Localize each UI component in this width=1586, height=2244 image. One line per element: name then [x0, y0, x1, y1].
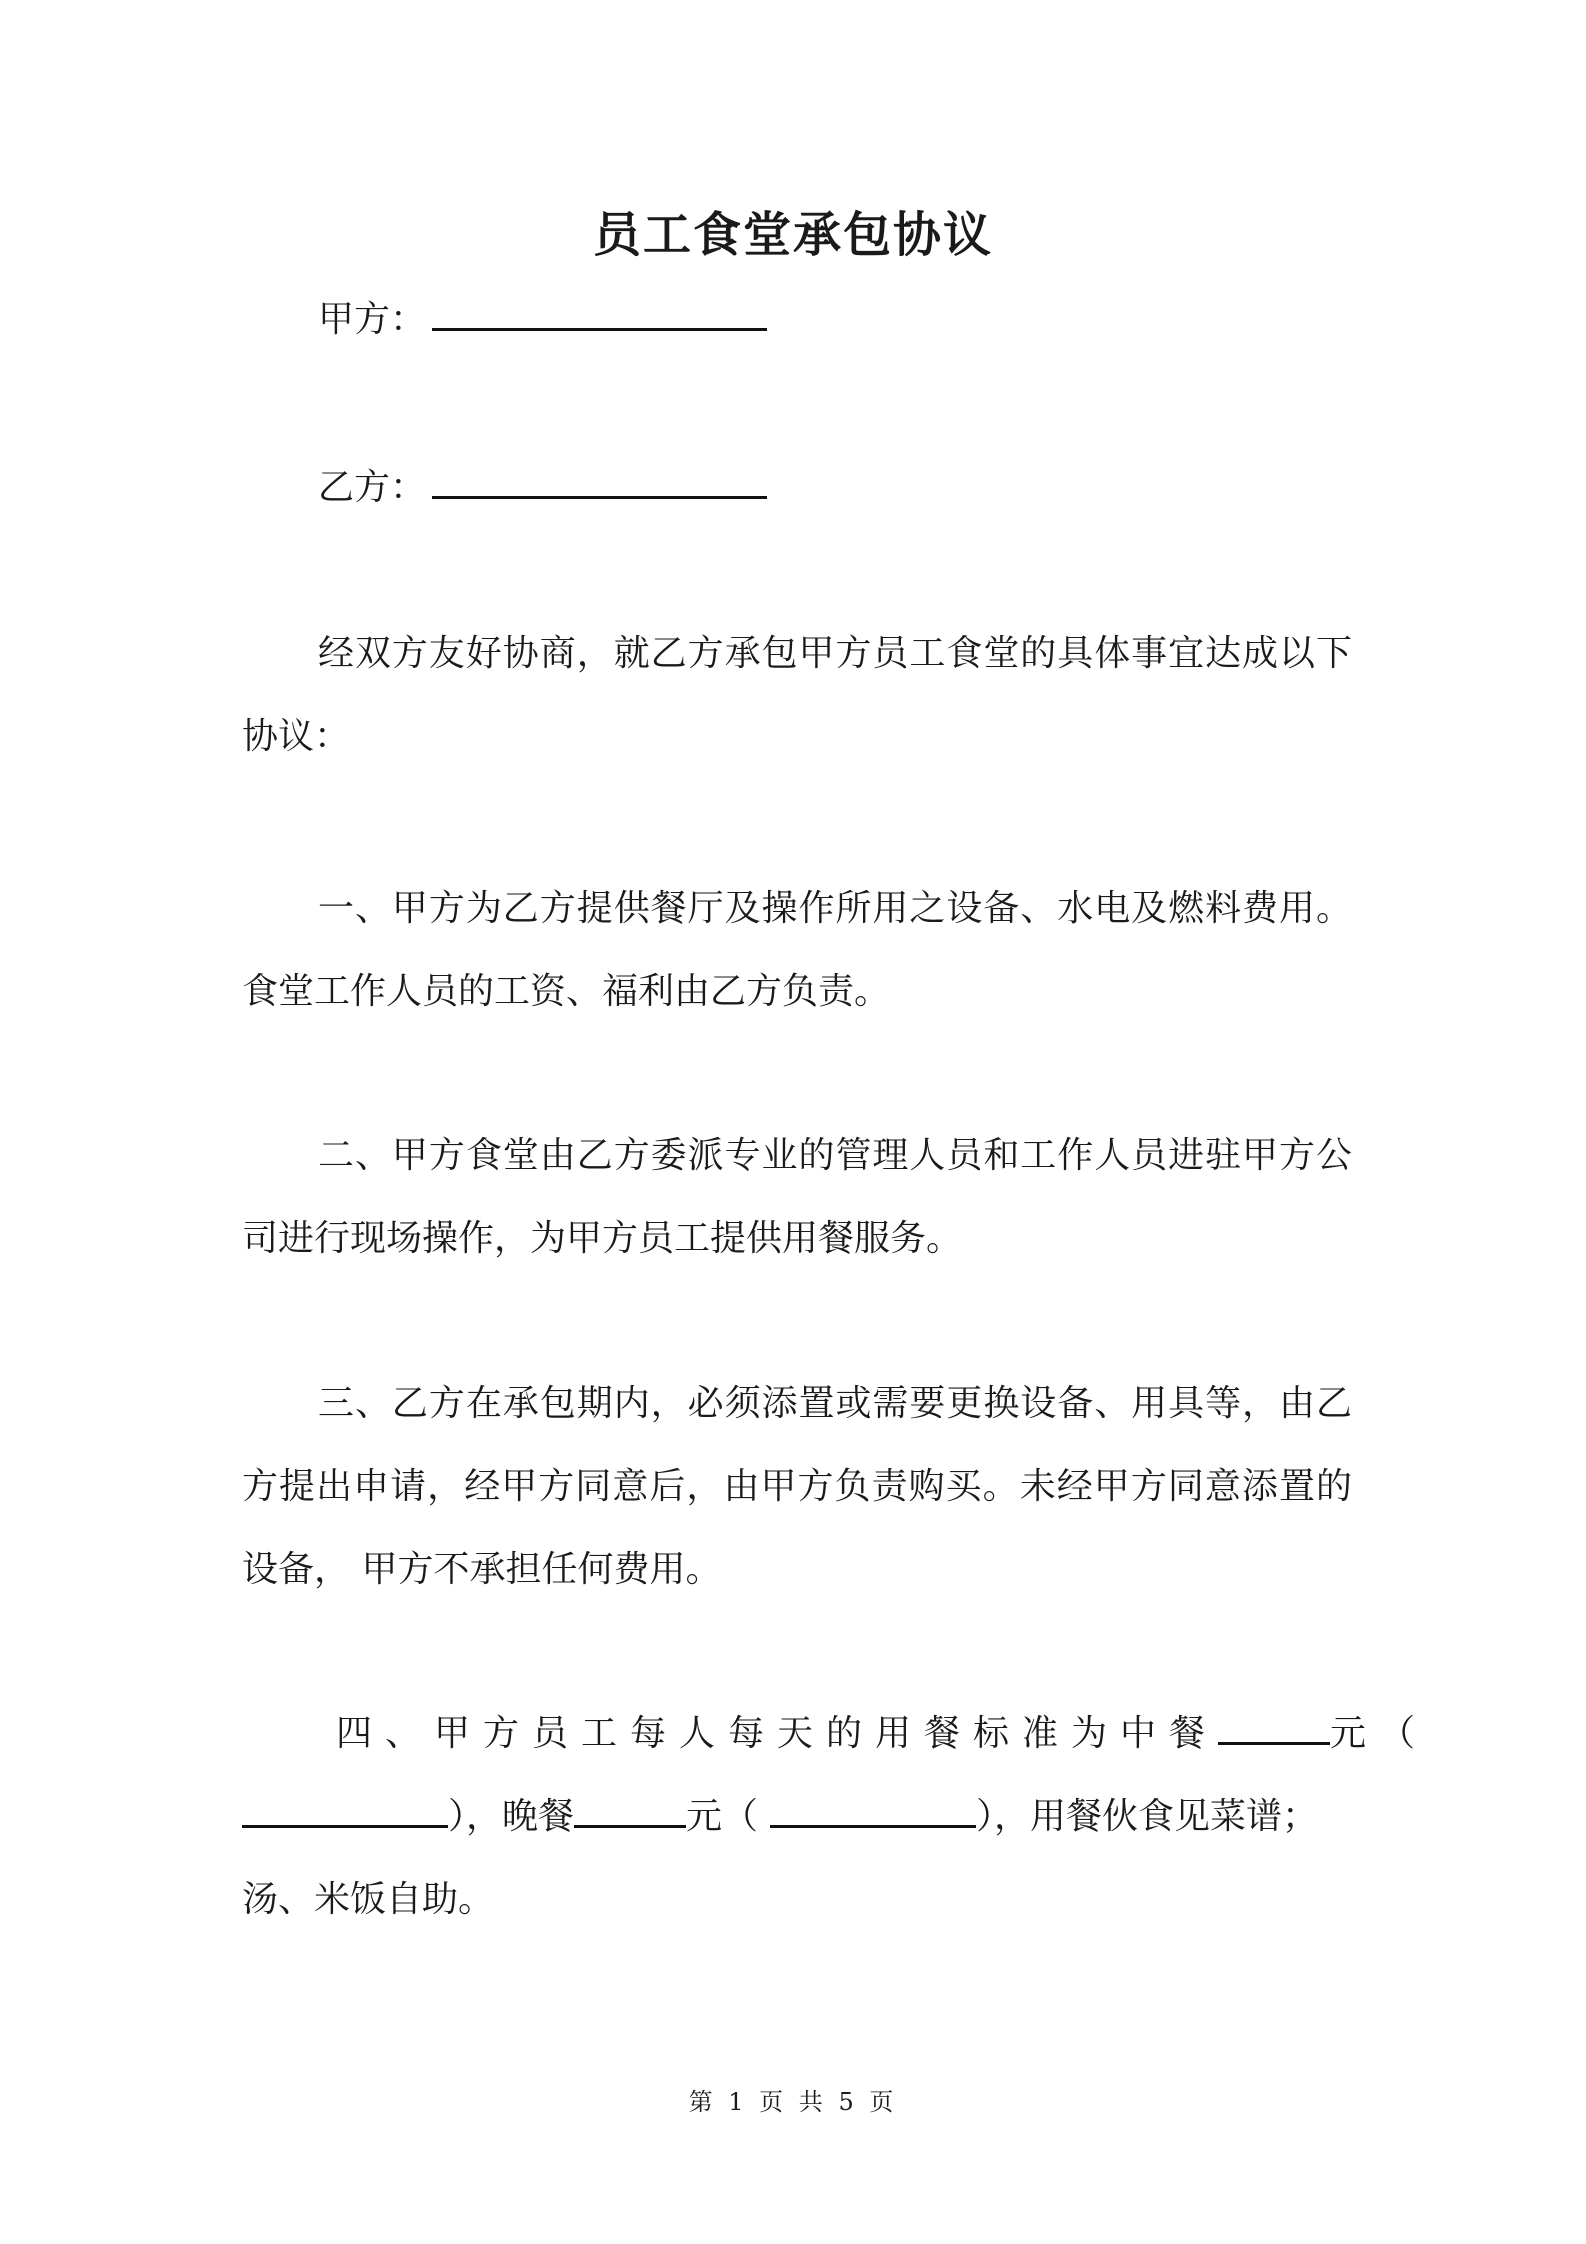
clause-4-unit-1: 元（	[1330, 1713, 1429, 1754]
clause-4-line-2	[242, 1775, 1318, 1858]
party-b-line	[318, 458, 767, 518]
party-b-blank	[432, 462, 767, 499]
lunch-amount-words-blank	[242, 1791, 448, 1828]
party-a-line	[318, 290, 767, 350]
page-footer: 第 1 页 共 5 页	[688, 2088, 898, 2116]
party-b-label: 乙方：	[318, 467, 427, 508]
clause-4-line-1	[336, 1692, 1428, 1775]
document-title: 员工食堂承包协议	[592, 207, 993, 263]
clause-4-text-2: ），晚餐	[448, 1796, 575, 1837]
clause-4-line-3	[242, 1858, 494, 1941]
party-a-blank	[432, 294, 767, 331]
clause-4-unit-2: 元（	[686, 1796, 759, 1837]
clause-1-paragraph: 一、甲方为乙方提供餐厅及操作所用之设备、水电及燃料费用。食堂工作人员的工资、福利由乙方负责。	[242, 888, 1352, 1012]
clause-4-text-3: ），用餐伙食见菜谱；	[976, 1796, 1319, 1837]
dinner-amount-words-blank	[770, 1791, 976, 1828]
clause-4-text-4: 汤、米饭自助。	[242, 1879, 495, 1920]
clause-2-paragraph: 二、甲方食堂由乙方委派专业的管理人员和工作人员进驻甲方公司进行现场操作，为甲方员工提供用餐服务。	[242, 1135, 1352, 1259]
intro-paragraph: 经双方友好协商，就乙方承包甲方员工食堂的具体事宜达成以下协议：	[242, 633, 1352, 757]
party-a-label: 甲方：	[318, 299, 427, 340]
dinner-amount-blank	[574, 1791, 686, 1828]
clause-3-paragraph: 三、乙方在承包期内，必须添置或需要更换设备、用具等，由乙方提出申请，经甲方同意后，由甲方负责购买。未经甲方同意添置的设备， 甲方不承担任何费用。	[242, 1383, 1352, 1590]
lunch-amount-blank	[1218, 1708, 1330, 1745]
clause-4-text-1: 四、甲方员工每人每天的用餐标准为中餐	[336, 1713, 1219, 1754]
